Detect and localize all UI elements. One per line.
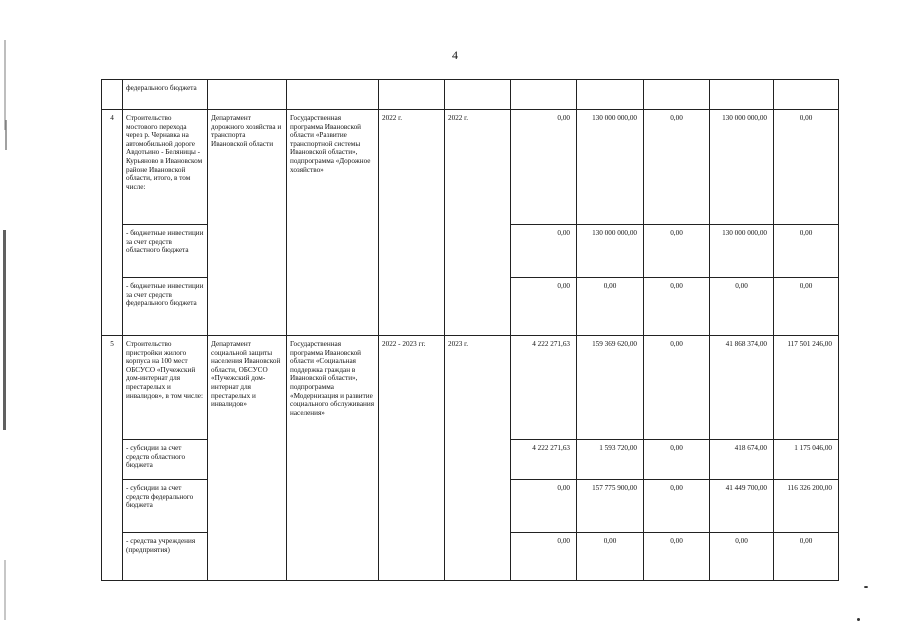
value-cell: 4 222 271,63	[511, 336, 577, 440]
row-end-year: 2023 г.	[445, 336, 511, 581]
value-cell: 0,00	[644, 110, 710, 225]
value-cell: 159 369 620,00	[577, 336, 644, 440]
value-cell: 130 000 000,00	[710, 110, 774, 225]
value-cell: 157 775 900,00	[577, 480, 644, 533]
value-cell: 0,00	[511, 533, 577, 581]
value-cell: 0,00	[577, 533, 644, 581]
row-index: 5	[102, 336, 123, 581]
value-cell: 0,00	[774, 278, 839, 336]
row-name: федерального бюджета	[123, 80, 208, 110]
value-cell: 0,00	[710, 278, 774, 336]
value-cell: 0,00	[644, 225, 710, 278]
value-cell: 130 000 000,00	[577, 110, 644, 225]
value-cell: 0,00	[644, 533, 710, 581]
row-name: - субсидии за счет средств федерального бюджета	[123, 480, 208, 533]
row-name: Строительство мостового перехода через р. Чернавка на автомобильной дороге Авдотьино - Беляницы - Курьяново в Ивановском районе Ивановской области, итого, в том числе:	[123, 110, 208, 225]
row-name: - бюджетные инвестиции за счет средств федерального бюджета	[123, 278, 208, 336]
table-row	[102, 80, 839, 110]
row-customer: Департамент социальной защиты населения Ивановской области, ОБСУСО «Пучежский дом-интернат для престарелых и инвалидов»	[208, 336, 287, 581]
value-cell: 0,00	[644, 440, 710, 480]
value-cell: 130 000 000,00	[710, 225, 774, 278]
table-row	[102, 336, 839, 440]
row-name: Строительство пристройки жилого корпуса на 100 мест ОБСУСО «Пучежский дом-интернат для престарелых и инвалидов», в том числе:	[123, 336, 208, 440]
value-cell: 0,00	[644, 336, 710, 440]
value-cell: 117 501 246,00	[774, 336, 839, 440]
row-start-year: 2022 г.	[379, 110, 445, 336]
row-index: 4	[102, 110, 123, 336]
value-cell: 0,00	[511, 480, 577, 533]
row-customer: Департамент дорожного хозяйства и транспорта Ивановской области	[208, 110, 287, 336]
value-cell: 4 222 271,63	[511, 440, 577, 480]
value-cell: 41 449 700,00	[710, 480, 774, 533]
value-cell: 130 000 000,00	[577, 225, 644, 278]
value-cell: 0,00	[644, 278, 710, 336]
scan-speck	[857, 618, 860, 621]
row-program: Государственная программа Ивановской области «Развитие транспортной системы Ивановской области», подпрограмма «Дорожное хозяйство»	[287, 110, 379, 336]
scan-edge-artifact	[0, 0, 12, 640]
value-cell: 1 593 720,00	[577, 440, 644, 480]
row-start-year: 2022 - 2023 гг.	[379, 336, 445, 581]
value-cell: 0,00	[511, 278, 577, 336]
scan-speck	[864, 586, 868, 588]
row-name: - средства учреждения (предприятия)	[123, 533, 208, 581]
page-number: 4	[452, 48, 458, 62]
value-cell: 418 674,00	[710, 440, 774, 480]
row-name: - бюджетные инвестиции за счет средств областного бюджета	[123, 225, 208, 278]
value-cell: 41 868 374,00	[710, 336, 774, 440]
value-cell: 0,00	[774, 533, 839, 581]
row-program: Государственная программа Ивановской области «Социальная поддержка граждан в Ивановской области», подпрограмма «Модернизация и развитие социального обслуживания населения»	[287, 336, 379, 581]
value-cell: 0,00	[774, 110, 839, 225]
value-cell: 0,00	[774, 225, 839, 278]
row-end-year: 2022 г.	[445, 110, 511, 336]
value-cell: 0,00	[511, 225, 577, 278]
value-cell: 0,00	[577, 278, 644, 336]
value-cell: 0,00	[644, 480, 710, 533]
value-cell: 0,00	[511, 110, 577, 225]
value-cell: 0,00	[710, 533, 774, 581]
table-row	[102, 110, 839, 225]
row-name: - субсидии за счет средств областного бюджета	[123, 440, 208, 480]
value-cell: 116 326 200,00	[774, 480, 839, 533]
investment-table	[101, 79, 839, 581]
value-cell: 1 175 046,00	[774, 440, 839, 480]
